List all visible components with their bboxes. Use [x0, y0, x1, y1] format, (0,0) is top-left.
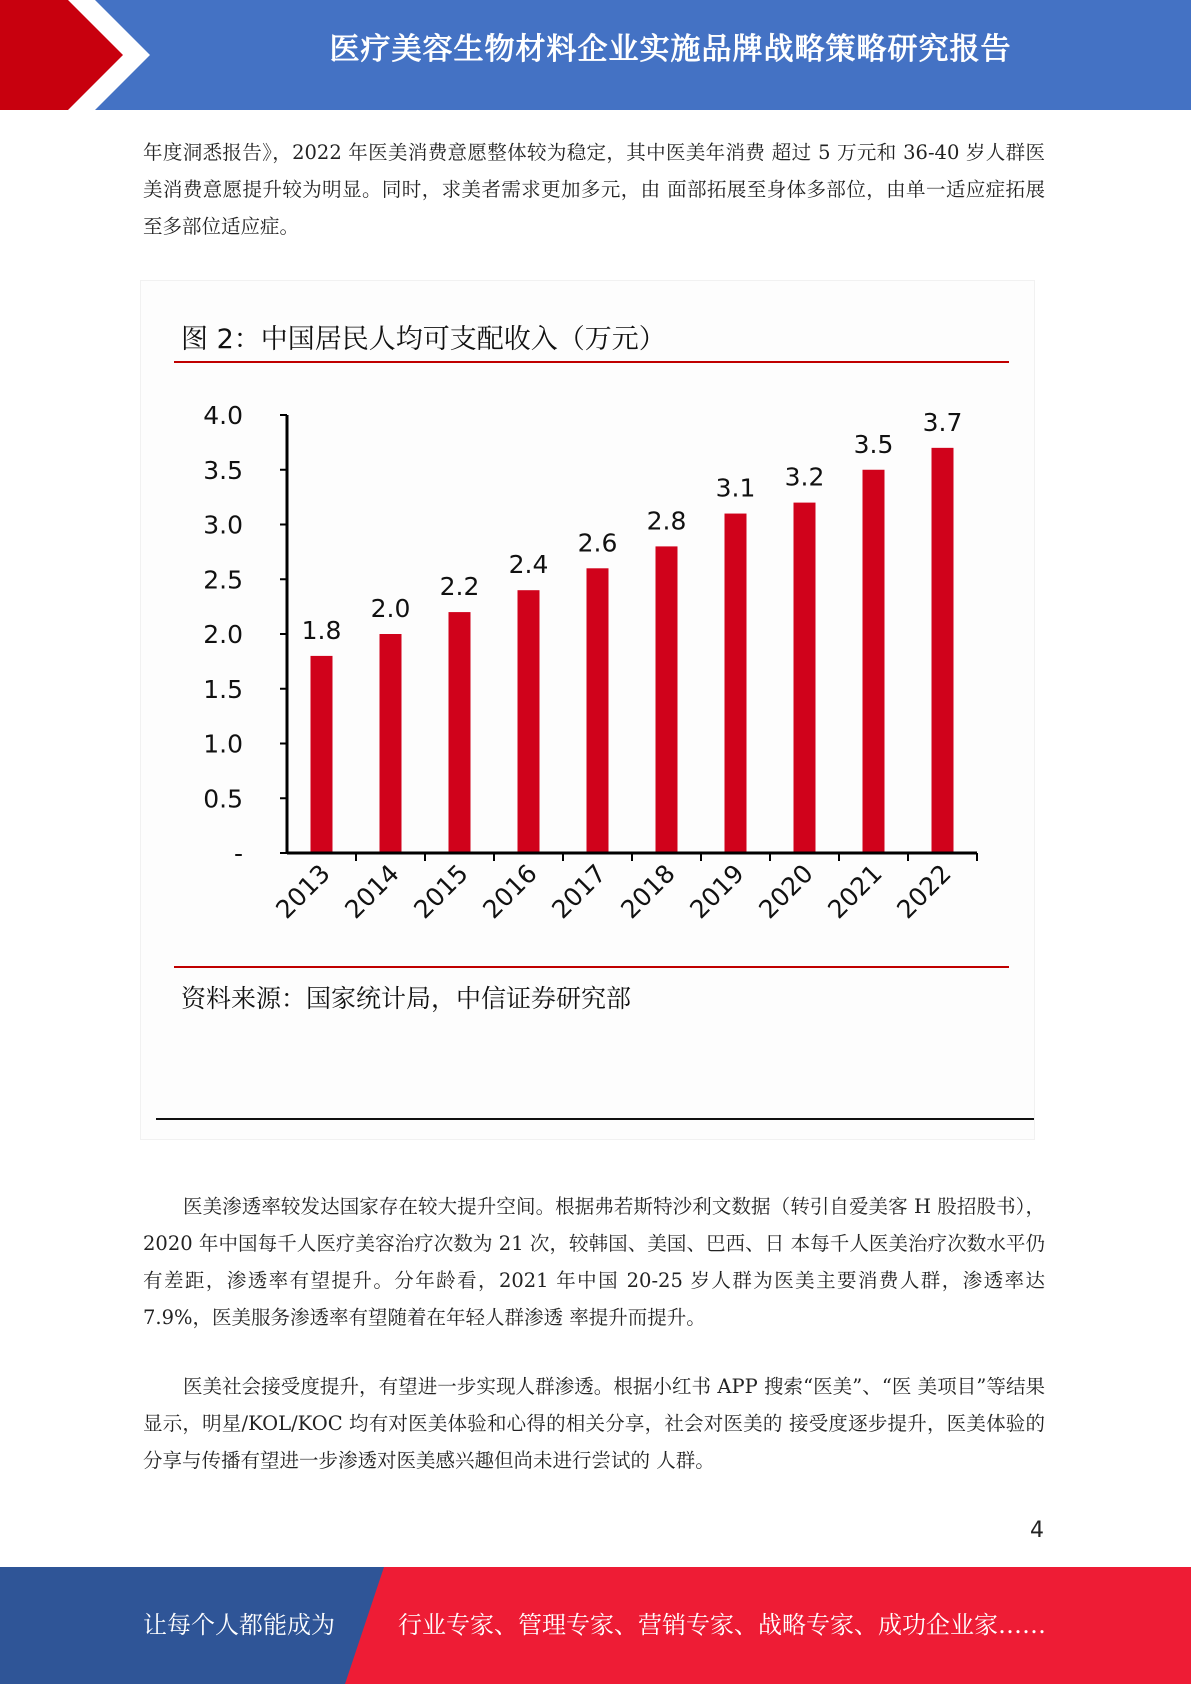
value-label-2017: 2.6 [577, 528, 618, 558]
x-tick-label-2015: 2015 [408, 858, 474, 925]
page-number: 4 [1030, 1518, 1044, 1543]
y-tick-label: 1.0 [203, 729, 243, 759]
bar-chart [141, 281, 1034, 1139]
bar-2017 [587, 568, 609, 853]
figure-income-chart [140, 280, 1035, 1140]
bar-2014 [380, 634, 402, 853]
x-axis-ticks [270, 853, 977, 924]
bar-2015 [449, 612, 471, 853]
bar-2013 [311, 656, 333, 853]
x-tick-label-2020: 2020 [753, 858, 819, 925]
value-label-2020: 3.2 [784, 462, 825, 492]
bar-2019 [725, 514, 747, 853]
value-label-2021: 3.5 [853, 429, 894, 459]
page-footer [0, 1567, 1191, 1684]
bar-2020 [794, 503, 816, 853]
x-tick-label-2017: 2017 [546, 858, 612, 925]
bar-2018 [656, 546, 678, 853]
report-title: 医疗美容生物材料企业实施品牌战略策略研究报告 [329, 32, 1012, 67]
y-tick-label: 3.5 [203, 455, 243, 485]
chart-source: 资料来源：国家统计局，中信证券研究部 [181, 984, 632, 1013]
y-tick-label: 4.0 [203, 401, 243, 430]
chart-title: 图 2：中国居民人均可支配收入（万元） [181, 324, 666, 355]
value-label-2019: 3.1 [715, 473, 756, 503]
y-tick-label: 3.0 [203, 510, 243, 540]
bars [311, 448, 954, 853]
x-tick-label-2016: 2016 [477, 858, 543, 925]
value-label-2013: 1.8 [301, 615, 342, 645]
bar-2022 [932, 448, 954, 853]
value-label-2016: 2.4 [508, 550, 549, 580]
x-tick-label-2013: 2013 [270, 858, 336, 925]
y-tick-label: - [233, 839, 243, 868]
y-tick-label: 2.0 [203, 620, 243, 649]
page-header [0, 0, 1191, 110]
x-tick-label-2022: 2022 [891, 858, 957, 925]
paragraph-penetration: 医美渗透率较发达国家存在较大提升空间。根据弗若斯特沙利文数据（转引自爱美客 H 股招股书），2020 年中国每千人医疗美容治疗次数为 21 次，较韩国、美国、巴西、日 本每千人医美治疗次数水平仍有差距，渗透率有望提升。分年龄看，2021 年中国 20-25 岁人群为医美主要消费人群，渗透率达 7.9%，医美服务渗透率有望随着在年轻人群渗透 率提升而提升。 [143, 1195, 1045, 1329]
value-label-2015: 2.2 [439, 572, 480, 602]
x-tick-label-2021: 2021 [822, 858, 888, 925]
header-arrow-decoration [0, 0, 160, 110]
bar-2021 [863, 470, 885, 853]
value-label-2022: 3.7 [922, 407, 963, 437]
footer-slogan-left: 让每个人都能成为 [143, 1611, 335, 1639]
x-tick-label-2019: 2019 [684, 858, 750, 925]
bar-2016 [518, 590, 540, 853]
value-label-2018: 2.8 [646, 506, 687, 536]
y-tick-label: 0.5 [203, 784, 243, 814]
value-label-2014: 2.0 [370, 594, 411, 623]
paragraph-social-acceptance: 医美社会接受度提升，有望进一步实现人群渗透。根据小红书 APP 搜索“医美”、“医 美项目”等结果显示，明星/KOL/KOC 均有对医美体验和心得的相关分享，社会对医美的 接受度逐步提升，医美体验的分享与传播有望进一步渗透对医美感兴趣但尚未进行尝试的 人群。 [143, 1375, 1045, 1472]
x-tick-label-2018: 2018 [615, 858, 681, 925]
paragraph-consumption-intent: 年度洞悉报告》，2022 年医美消费意愿整体较为稳定，其中医美年消费 超过 5 万元和 36-40 岁人群医美消费意愿提升较为明显。同时，求美者需求更加多元，由 面部拓展至身体多部位，由单一适应症拓展至多部位适应症。 [143, 141, 1045, 238]
footer-slogan-right: 行业专家、管理专家、营销专家、战略专家、成功企业家…… [398, 1611, 1046, 1639]
y-axis-ticks [203, 401, 287, 868]
y-tick-label: 2.5 [203, 565, 243, 595]
y-tick-label: 1.5 [203, 674, 243, 704]
x-tick-label-2014: 2014 [339, 858, 405, 925]
